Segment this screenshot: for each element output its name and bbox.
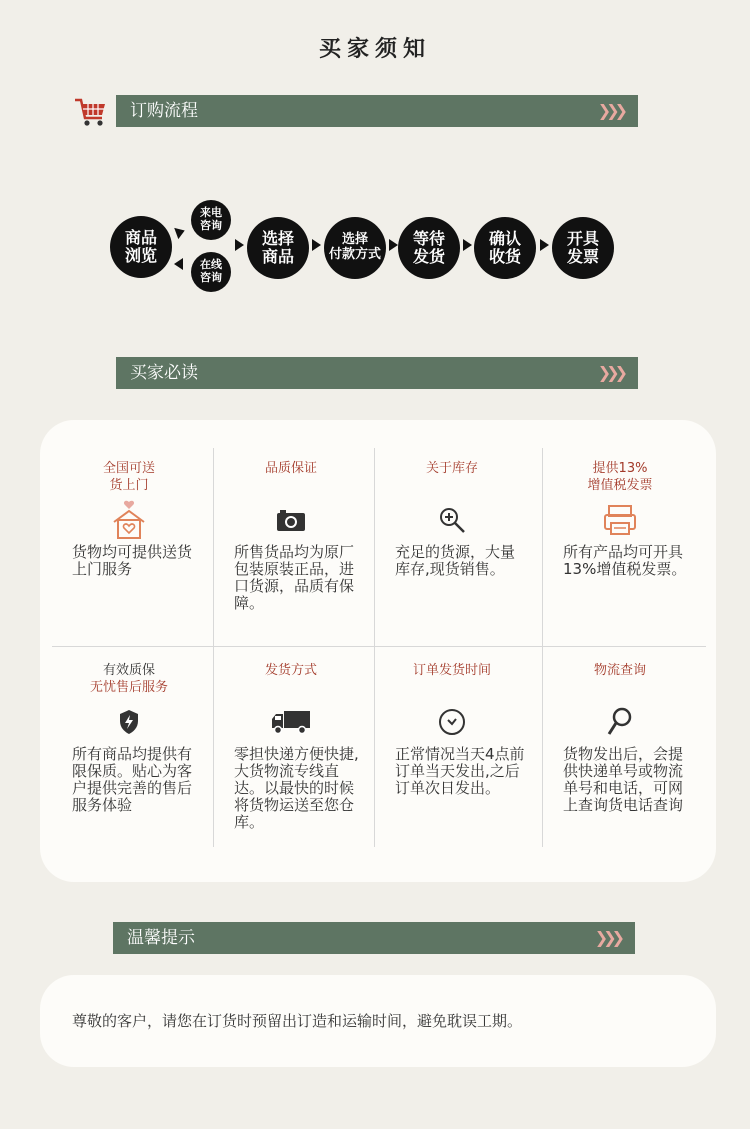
tip-card [40, 975, 716, 1067]
arrow-right-icon [540, 239, 549, 251]
camera-icon [276, 508, 306, 532]
chevrons-icon: ❯ ❯ ❯ [597, 101, 626, 120]
arrow-right-icon [463, 239, 472, 251]
section-title: 订购流程 [130, 101, 198, 121]
arrow-right-icon [174, 225, 187, 239]
info-title: 提供13% 增值税发票 [587, 461, 653, 493]
info-cell-stock: 关于库存 充足的货源，大量库存,现货销售。 [375, 460, 535, 578]
flow-node-browse: 商品 浏览 [110, 216, 172, 278]
arrow-left-icon [174, 258, 183, 270]
section-title: 温馨提示 [127, 928, 195, 948]
info-cell-shipping: 发货方式 零担快递方便快捷,大货物流专线直达。以最快的时候将货物运送至您仓库。 [214, 662, 374, 831]
chevrons-icon: ❯ ❯ ❯ [597, 363, 626, 382]
truck-icon [270, 709, 312, 735]
info-title: 全国可送 货上门 [102, 461, 155, 493]
info-title: 物流查询 [593, 663, 646, 678]
info-cell-order-time: 订单发货时间 正常情况当天4点前订单当天发出,之后订单次日发出。 [375, 662, 535, 797]
flow-node-phone: 来电 咨询 [191, 200, 231, 240]
search-icon [607, 707, 633, 737]
info-card [40, 420, 716, 882]
shield-bolt-icon [118, 709, 140, 735]
clock-icon [438, 708, 466, 736]
arrow-right-icon [312, 239, 321, 251]
section-banner-tips [113, 922, 635, 954]
printer-icon [603, 504, 637, 536]
section-title: 买家必读 [130, 363, 198, 383]
section-banner-order-process [116, 95, 638, 127]
flow-node-wait-ship: 等待 发货 [398, 217, 460, 279]
info-cell-invoice: 提供13% 增值税发票 所有产品均可开具13%增值税发票。 [543, 460, 703, 578]
flow-node-choose-pay: 选择 付款方式 [324, 217, 386, 279]
info-cell-delivery: 全国可送 货上门 货物均可提供送货上门服务 [52, 460, 212, 578]
flow-node-confirm: 确认 收货 [474, 217, 536, 279]
arrow-right-icon [389, 239, 398, 251]
magnifier-plus-icon [438, 506, 466, 534]
page-title: 买家须知 [318, 37, 431, 62]
section-banner-must-read [116, 357, 638, 389]
flow-node-invoice: 开具 发票 [552, 217, 614, 279]
flow-node-choose-goods: 选择 商品 [247, 217, 309, 279]
arrow-right-icon [235, 239, 244, 251]
chevrons-icon: ❯ ❯ ❯ [594, 928, 623, 947]
shopping-cart-icon [74, 96, 108, 128]
info-cell-logistics: 物流查询 货物发出后，会提供快递单号或物流单号和电话，可网上查询货电话查询 [543, 662, 703, 814]
info-cell-quality: 品质保证 所售货品均为原厂包装原装正品，进口货源，品质有保障。 [214, 460, 374, 612]
info-title: 订单发货时间 [412, 663, 491, 678]
info-title: 品质保证 [264, 461, 317, 476]
house-heart-icon [111, 500, 147, 540]
info-title: 关于库存 [425, 461, 478, 476]
info-title: 发货方式 [264, 663, 317, 678]
tip-text: 尊敬的客户，请您在订货时预留出订造和运输时间，避免耽误工期。 [72, 1012, 523, 1030]
order-flow [0, 200, 750, 300]
info-cell-warranty: 有效质保 无忧售后服务 所有商品均提供有限保质。贴心为客户提供完善的售后服务体验 [52, 662, 212, 814]
flow-node-online: 在线 咨询 [191, 252, 231, 292]
info-title: 有效质保 无忧售后服务 [89, 663, 168, 695]
